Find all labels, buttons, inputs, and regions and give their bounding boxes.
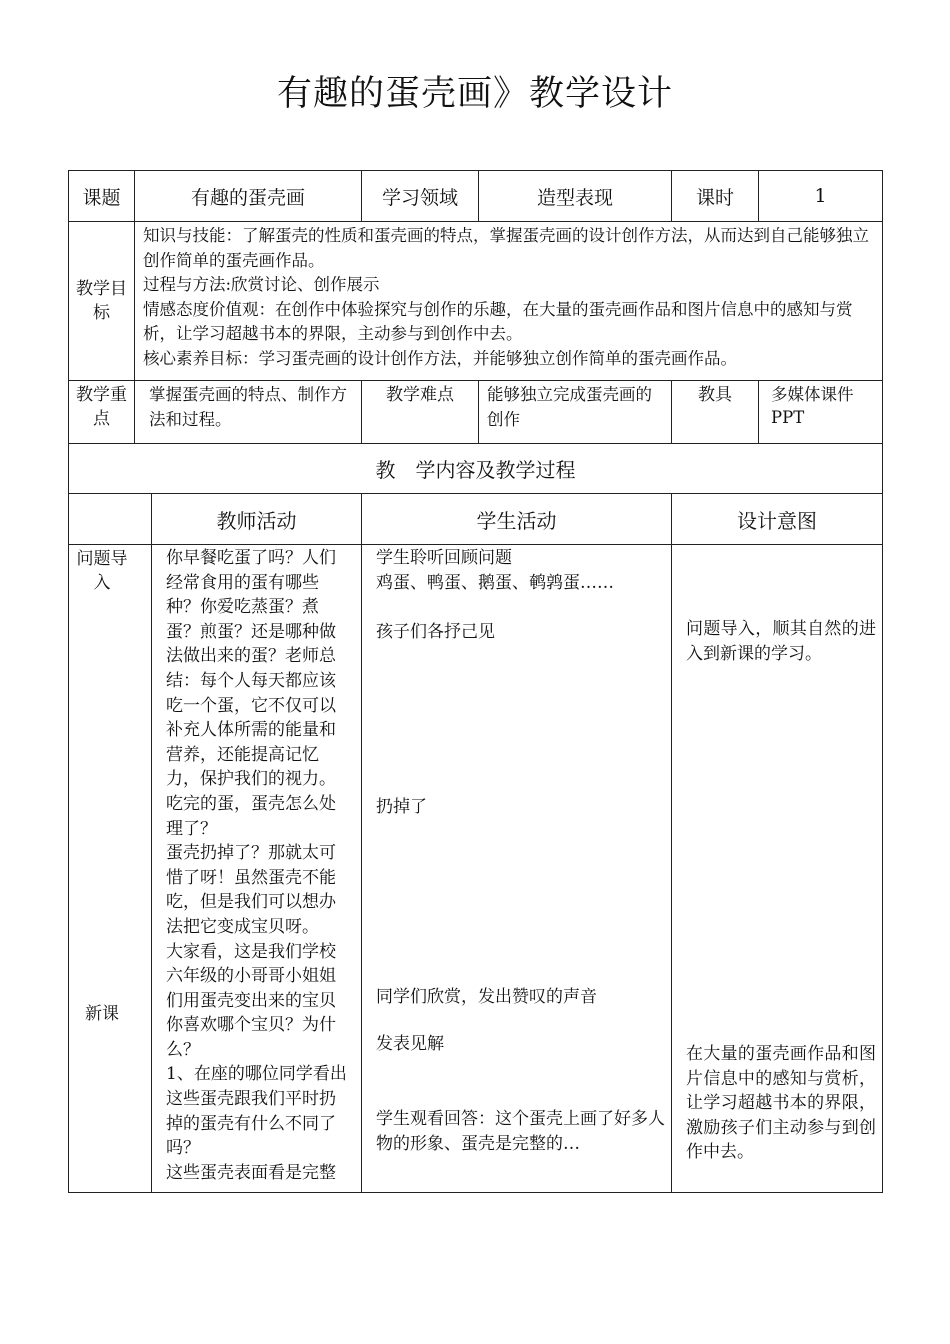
lesson-plan-table — [68, 170, 883, 1193]
section-title: 教 学内容及教学过程 — [69, 444, 883, 494]
row-section-title — [69, 444, 883, 494]
teacher-line: 掉的蛋壳有什么不同了 — [166, 1113, 336, 1134]
intent-text-1: 问题导入，顺其自然的进入到新课的学习。 — [686, 619, 877, 664]
teacher-line: 吗？ — [166, 1138, 200, 1159]
student-activity — [362, 545, 672, 1193]
goal-core: 核心素养目标：学习蛋壳画的设计创作方法，并能够独立创作简单的蛋壳画作品。 — [143, 348, 737, 368]
tools-line-1: 多媒体课件 — [771, 385, 854, 404]
label-difficult: 教学难点 — [362, 381, 479, 444]
label-tools: 教具 — [672, 381, 759, 444]
student-s1-s2 — [376, 546, 666, 595]
teacher-line: 蛋壳扔掉了？那就太可 — [166, 843, 336, 864]
tools-value — [759, 381, 883, 444]
teacher-line: 经常食用的蛋有哪些 — [166, 572, 319, 593]
teacher-activity — [152, 545, 362, 1193]
row-topic — [69, 171, 883, 222]
label-key: 教学重点 — [69, 381, 135, 444]
teacher-line: 法把它变成宝贝呀。 — [166, 916, 319, 937]
teacher-line: 么？ — [166, 1039, 200, 1060]
header-student: 学生活动 — [362, 494, 672, 545]
row-process-body — [69, 545, 883, 1193]
teacher-line: 六年级的小哥哥小姐姐 — [166, 966, 336, 987]
goal-knowledge: 知识与技能：了解蛋壳的性质和蛋壳画的特点，掌握蛋壳画的设计创作方法，从而达到自己能够独立创作简单的蛋壳画作品。 — [143, 226, 869, 270]
goal-process: 过程与方法:欣赏讨论、创作展示 — [143, 275, 380, 294]
teacher-line: 法做出来的蛋？老师总 — [166, 646, 336, 667]
teacher-line: 们用蛋壳变出来的宝贝 — [166, 990, 336, 1011]
teacher-line: 你早餐吃蛋了吗？人们 — [166, 548, 336, 568]
teacher-line: 补充人体所需的能量和 — [166, 720, 336, 741]
stage-intro: 问题导入 — [76, 549, 128, 593]
teacher-line: 吃一个蛋，它不仅可以 — [166, 695, 336, 716]
student-line-1: 学生聆听回顾问题 — [376, 548, 513, 568]
student-line-7: 学生观看回答：这个蛋壳上画了好多人物的形象、蛋壳是完整的… — [376, 1109, 666, 1154]
teacher-line: 1、在座的哪位同学看出 — [166, 1064, 347, 1085]
stage-cell — [69, 545, 152, 1193]
key-value: 掌握蛋壳画的特点、制作方法和过程。 — [135, 381, 362, 444]
design-intent — [672, 545, 883, 1193]
field-value: 造型表现 — [479, 171, 672, 222]
page-title: 有趣的蛋壳画》教学设计 — [276, 74, 673, 114]
difficult-value: 能够独立完成蛋壳画的创作 — [479, 381, 672, 444]
teacher-line: 大家看，这是我们学校 — [166, 941, 336, 962]
header-intent: 设计意图 — [672, 494, 883, 545]
student-line-2: 鸡蛋、鸭蛋、鹅蛋、鹌鹑蛋…… — [376, 572, 615, 593]
label-goals: 教学目标 — [69, 222, 135, 381]
label-hours: 课时 — [672, 171, 759, 222]
stage-new: 新课 — [85, 1004, 119, 1024]
goals-content — [135, 222, 883, 381]
topic-value: 有趣的蛋壳画 — [135, 171, 362, 222]
teacher-line: 这些蛋壳表面看是完整 — [166, 1162, 336, 1183]
intent-text-2: 在大量的蛋壳画作品和图片信息中的感知与赏析，让学习超越书本的界限，激励孩子们主动参与到创作中去。 — [686, 1044, 877, 1163]
header-teacher: 教师活动 — [152, 494, 362, 545]
teacher-line: 你喜欢哪个宝贝？为什 — [166, 1015, 336, 1036]
teacher-line: 营养，还能提高记忆 — [166, 744, 319, 765]
goal-attitude: 情感态度价值观：在创作中体验探究与创作的乐趣，在大量的蛋壳画作品和图片信息中的感知与赏析，让学习超越书本的界限，主动参与到创作中去。 — [143, 299, 853, 343]
tools-line-2: PPT — [771, 407, 805, 427]
student-line-4: 扔掉了 — [376, 797, 428, 817]
teacher-line: 这些蛋壳跟我们平时扔 — [166, 1089, 336, 1110]
teacher-line: 吃，但是我们可以想办 — [166, 892, 336, 913]
student-line-5: 同学们欣赏，发出赞叹的声音 — [376, 987, 598, 1007]
hours-value: 1 — [759, 171, 883, 222]
teacher-text — [166, 546, 362, 1185]
row-col-headers — [69, 494, 883, 545]
student-line-6: 发表见解 — [376, 1034, 445, 1054]
stage-header-empty — [69, 494, 152, 545]
teacher-line: 理了？ — [166, 818, 217, 839]
teacher-line: 种？你爱吃蒸蛋？煮 — [166, 597, 319, 618]
teacher-line: 惜了呀！虽然蛋壳不能 — [166, 867, 336, 888]
student-line-3: 孩子们各抒己见 — [376, 622, 496, 642]
teacher-line: 蛋？煎蛋？还是哪种做 — [166, 621, 336, 642]
row-key-points — [69, 381, 883, 444]
label-field: 学习领域 — [362, 171, 479, 222]
teacher-line: 吃完的蛋，蛋壳怎么处 — [166, 793, 336, 814]
teacher-line: 结：每个人每天都应该 — [166, 670, 336, 691]
row-goals — [69, 222, 883, 381]
teacher-line: 力，保护我们的视力。 — [166, 769, 336, 790]
label-topic: 课题 — [69, 171, 135, 222]
